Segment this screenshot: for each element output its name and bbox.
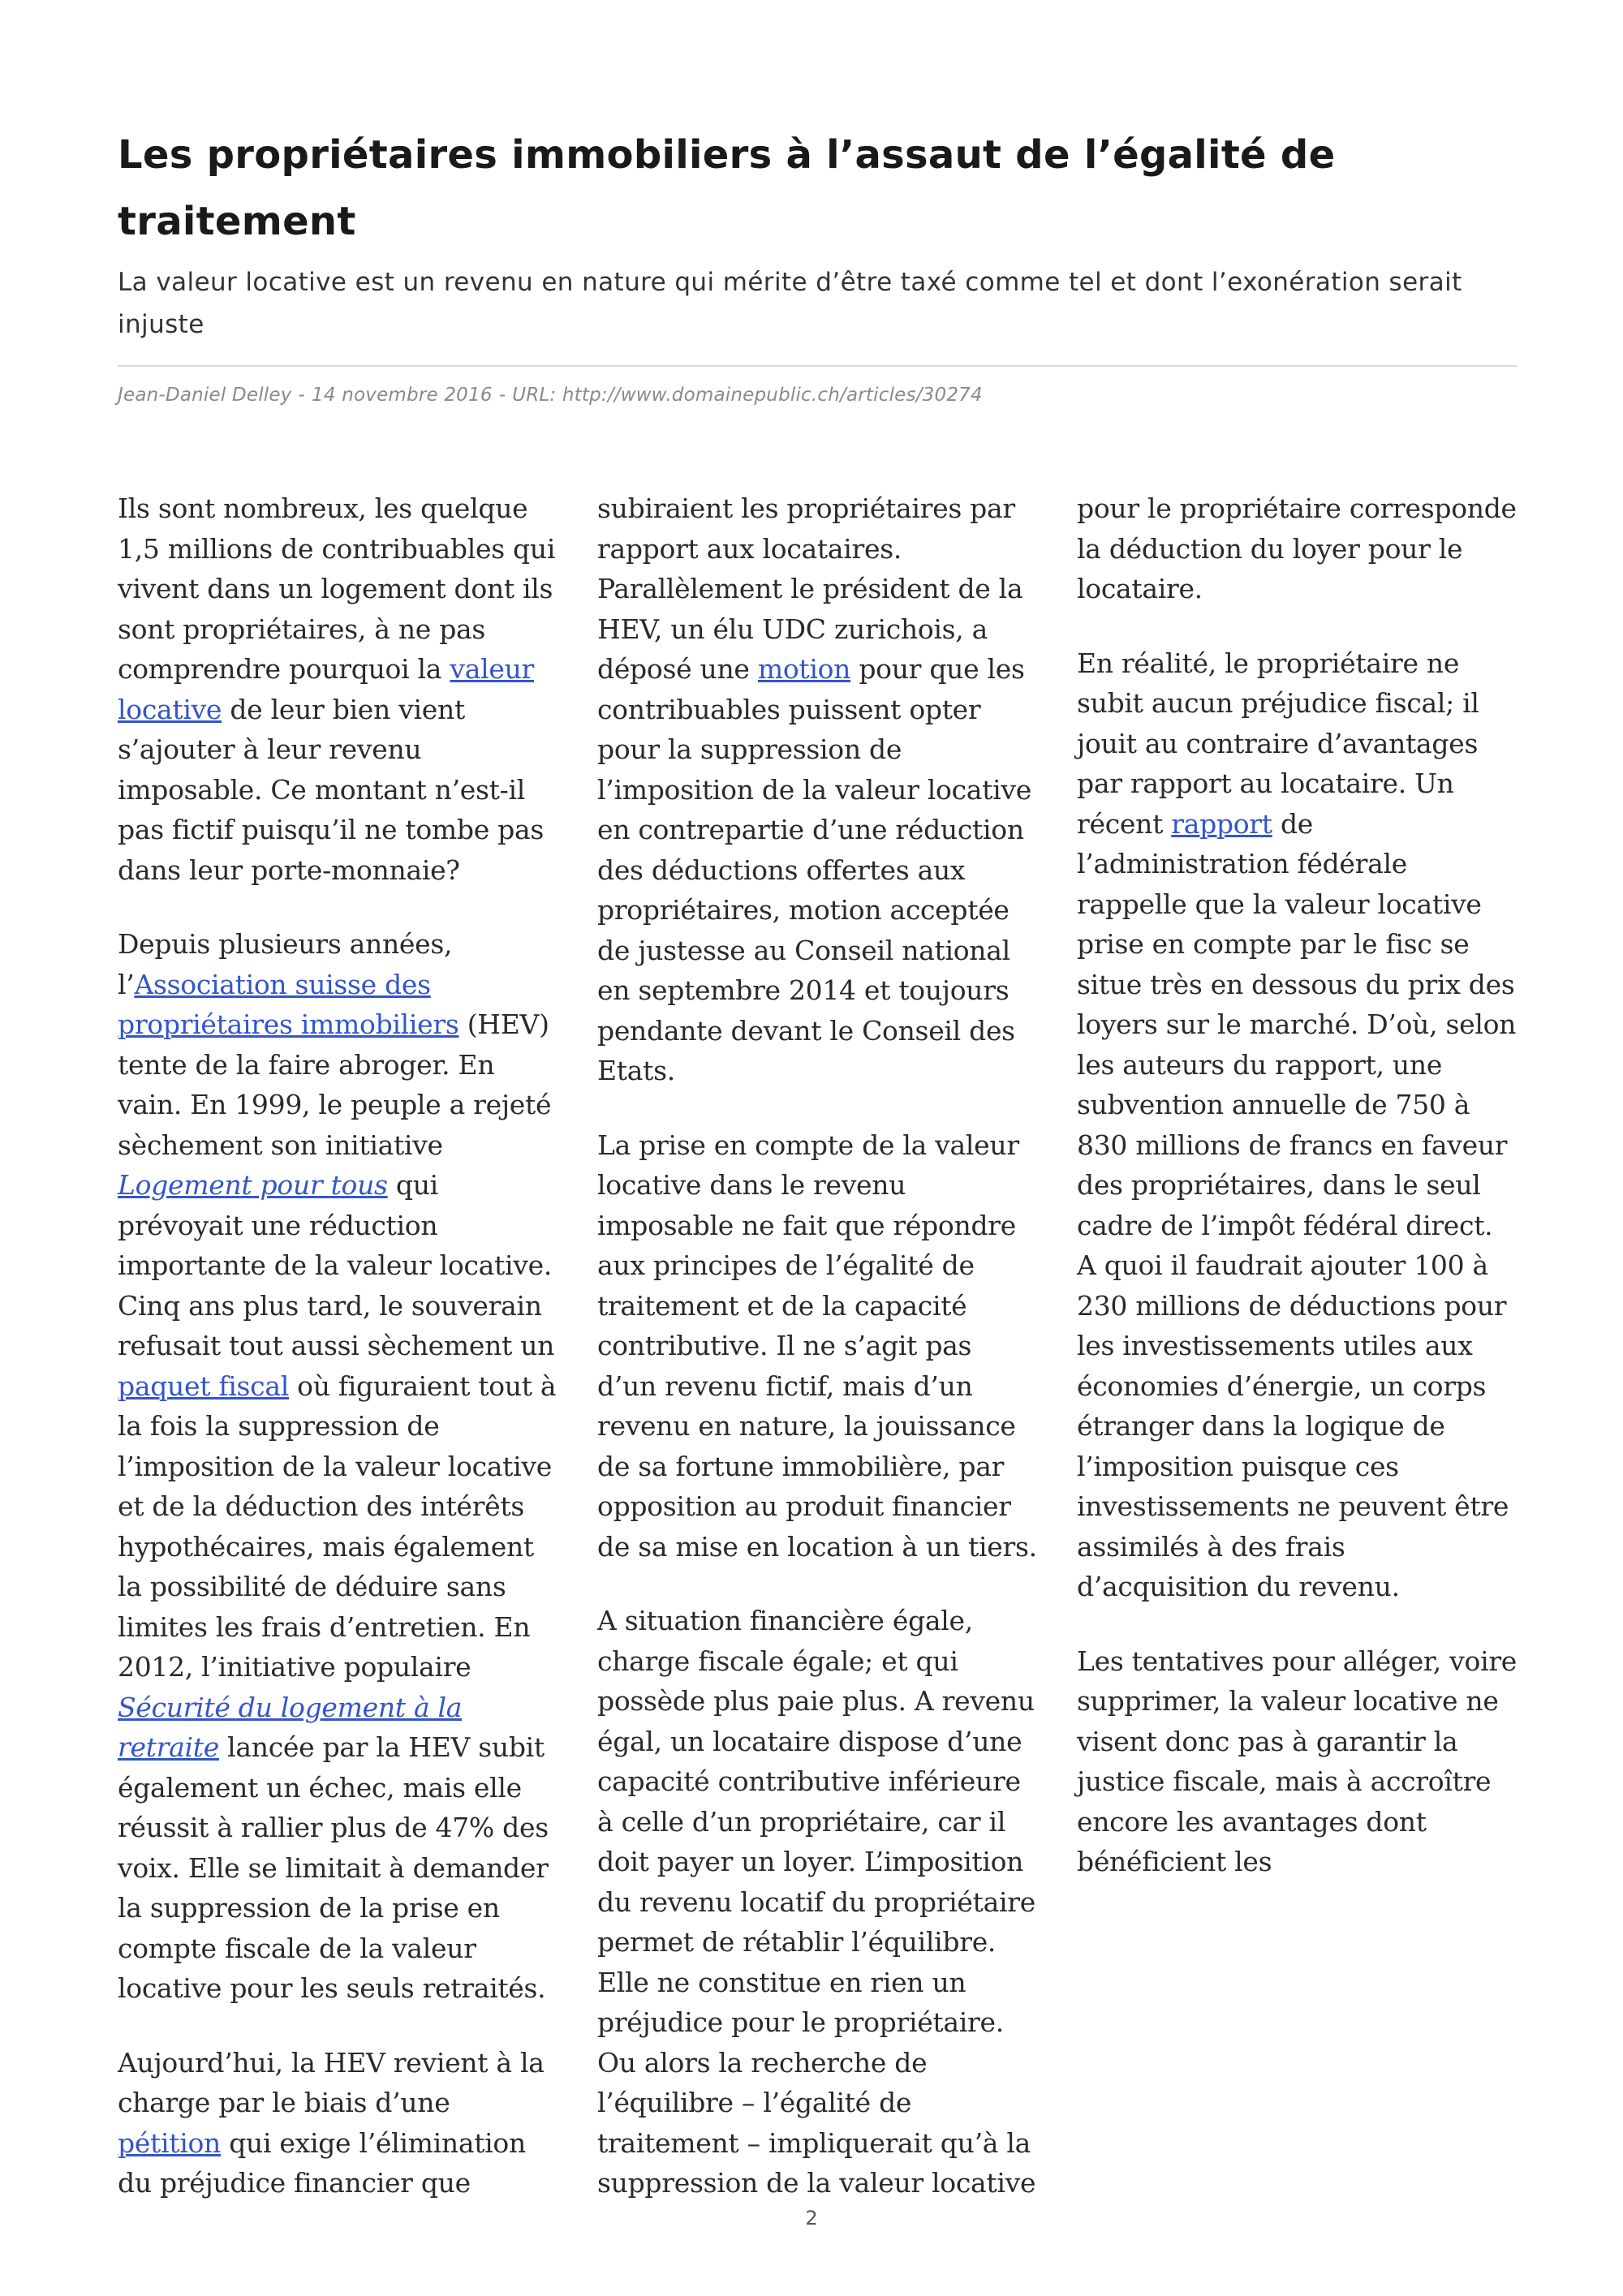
- paragraph-text: qui exige l’élimination du préjudice financier que subiraient les propriétaires par rapport aux locataires. Parallèlement le président de la HEV, un élu UDC zurichois, a déposé une: [118, 492, 1023, 2199]
- paragraph-2: [118, 924, 558, 2009]
- article-body: [118, 488, 1518, 2241]
- paragraph-1: [118, 488, 558, 890]
- paragraph-text: qui prévoyait une réduction importante de la valeur locative. Cinq ans plus tard, le souverain refusait tout aussi sèchement un: [118, 1169, 555, 1361]
- page-number: 2: [805, 2207, 818, 2229]
- paragraph-text: de l’administration fédérale rappelle que la valeur locative prise en compte par le fisc se situe très en dessous du prix des loyers sur le marché. D’où, selon les auteurs du rapport, une subvention annuelle de 750 à 830 millions de francs en faveur des propriétaires, dans le seul cadre de l’impôt fédéral direct. A quoi il faudrait ajouter 100 à 230 millions de déductions pour les investissements utiles aux économies d’énergie, un corps étranger dans la logique de l’imposition puisque ces investissements ne peuvent être assimilés à des frais d’acquisition du revenu.: [1077, 807, 1517, 1602]
- article-page: [118, 122, 1518, 2199]
- link-association-proprietaires[interactable]: Association suisse des propriétaires immobiliers: [118, 968, 459, 1040]
- paragraph-text: où figuraient tout à la fois la suppression de l’imposition de la valeur locative et de la déduction des intérêts hypothécaires, mais également la possibilité de déduire sans limites les frais d’entretien. En 2012, l’initiative populaire: [118, 1369, 557, 1683]
- link-valeur-locative[interactable]: valeur locative: [118, 653, 535, 725]
- byline-date: 14 novembre 2016: [312, 385, 493, 406]
- article-title: Les propriétaires immobiliers à l’assaut de l’égalité de traitement: [118, 132, 1336, 244]
- paragraph-text: lancée par la HEV subit également un échec, mais elle réussit à rallier plus de 47% des voix. Elle se limitait à demander la suppression de la prise en compte fiscale de la valeur locative pour les seuls retraités.: [118, 1731, 549, 2004]
- paragraph-text: (HEV) tente de la faire abroger. En vain. En 1999, le peuple a rejeté sèchement son initiative: [118, 1008, 552, 1161]
- link-paquet-fiscal[interactable]: paquet fiscal: [118, 1369, 289, 1402]
- paragraph-text: Depuis plusieurs années, l’: [118, 928, 453, 1000]
- link-motion[interactable]: motion: [757, 653, 851, 685]
- link-petition[interactable]: pétition: [118, 2126, 222, 2159]
- paragraph-text: Aujourd’hui, la HEV revient à la charge par le biais d’une: [118, 2046, 545, 2118]
- link-securite-logement[interactable]: Sécurité du logement à la retraite: [118, 1691, 463, 1763]
- link-rapport[interactable]: rapport: [1171, 807, 1272, 840]
- paragraph-6: [1077, 643, 1518, 1607]
- link-logement-pour-tous[interactable]: Logement pour tous: [118, 1169, 388, 1201]
- byline-author: Jean-Daniel Delley: [118, 385, 292, 406]
- paragraph-text: Ils sont nombreux, les quelque 1,5 millions de contribuables qui vivent dans un logement dont ils sont propriétaires, à ne pas comprendre pourquoi la: [118, 492, 556, 685]
- paragraph-7: Les tentatives pour alléger, voire supprimer, la valeur locative ne visent donc pas à garantir la justice fiscale, mais à accroître encore les avantages dont bénéficient les: [1077, 1645, 1518, 1877]
- byline-url: URL: http://www.domainepublic.ch/articles/30274: [512, 385, 983, 406]
- byline-separator: -: [498, 385, 506, 406]
- paragraph-text: pour que les contribuables puissent opter pour la suppression de l’imposition de la valeur locative en contrepartie d’une réduction des déductions offertes aux propriétaires, motion acceptée de justesse au Conseil national en septembre 2014 et toujours pendante devant le Conseil des Etats.: [597, 653, 1031, 1086]
- header-divider: [118, 365, 1518, 367]
- paragraph-text: de leur bien vient s’ajouter à leur revenu imposable. Ce montant n’est-il pas fictif puisqu’il ne tombe pas dans leur porte-monnaie?: [118, 693, 544, 886]
- paragraph-4: La prise en compte de la valeur locative dans le revenu imposable ne fait que répondre aux principes de l’égalité de traitement et de la capacité contributive. Il ne s’agit pas d’un revenu fictif, mais d’un revenu en nature, la jouissance de sa fortune immobilière, par opposition au produit financier de sa mise en location à un tiers.: [597, 1129, 1037, 1563]
- article-subtitle: La valeur locative est un revenu en nature qui mérite d’être taxé comme tel et dont l’exonération serait injuste: [118, 268, 1462, 339]
- paragraph-text: En réalité, le propriétaire ne subit aucun préjudice fiscal; il jouit au contraire d’avantages par rapport au locataire. Un récent: [1077, 647, 1479, 840]
- article-byline: [118, 385, 1518, 406]
- byline-separator: -: [298, 385, 306, 406]
- paragraph-5: A situation financière égale, charge fiscale égale; et qui possède plus paie plus. A revenu égal, un locataire dispose d’une capacité contributive inférieure à celle d’un propriétaire, car il doit payer un loyer. L’imposition du revenu locatif du propriétaire permet de rétablir l’équilibre. Elle ne constitue en rien un préjudice pour le propriétaire. Ou alors la recherche de l’équilibre – l’égalité de traitement – impliquerait qu’à la suppression de la valeur locative pour le propriétaire corresponde la déduction du loyer pour le locataire.: [597, 492, 1517, 2199]
